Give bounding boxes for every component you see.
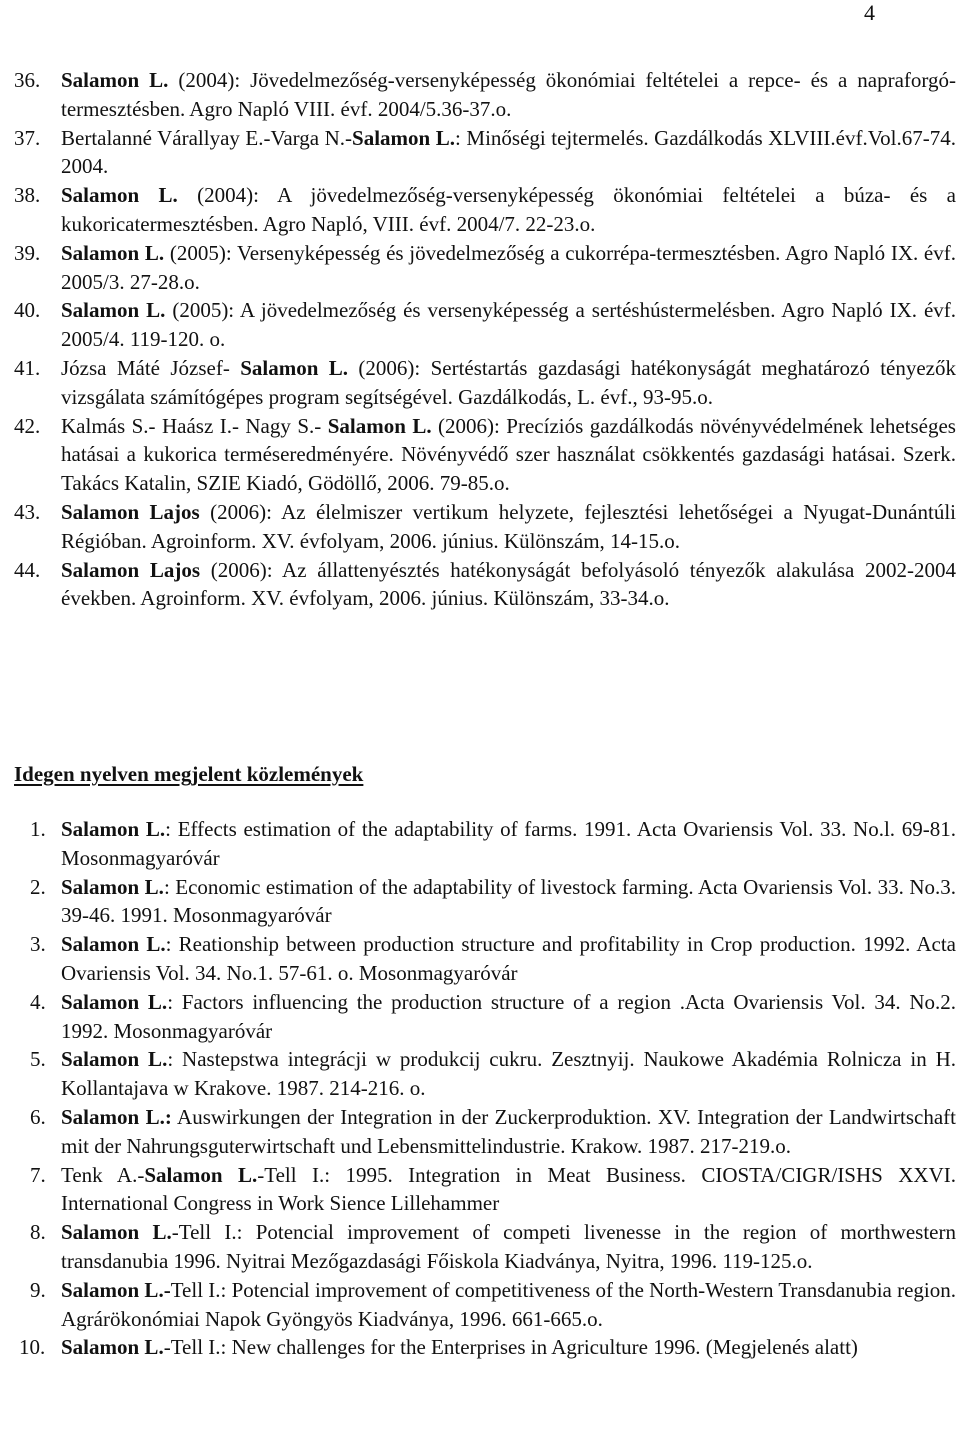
entry-author-highlight: Salamon L.	[61, 298, 166, 323]
entry-number: 42.	[14, 413, 41, 438]
entry-number: 36.	[14, 68, 41, 92]
entry-citation: Tell I.: Potencial improvement of competitiveness of the North-Western Transdanubia region. Agrárökonómiai Napok Gyöngyös Kiadványa, 1996. 661-665.o.	[61, 1277, 957, 1331]
list-item	[0, 181, 960, 239]
entry-citation: Auswirkungen der Integration in der Zuckerproduktion. XV. Integration der Landwirtschaft mit der Nahrungsguterwirtschaft und Lebensmittelindustrie. Krakow. 1987. 217-219.o.	[61, 1104, 957, 1158]
list-item	[0, 66, 960, 124]
entry-author-highlight: Salamon L.	[61, 989, 168, 1014]
list-item	[0, 556, 960, 614]
list-item	[0, 354, 960, 412]
entry-author-highlight: Salamon L.	[61, 1047, 168, 1072]
list-item	[0, 498, 960, 556]
entry-author-highlight: Salamon L.	[61, 1335, 164, 1360]
entry-number: 8.	[30, 1220, 46, 1245]
entry-citation: -Tell I.: New challenges for the Enterprises in Agriculture 1996. (Megjelenés alatt)	[163, 1335, 858, 1360]
entry-citation: : Economic estimation of the adaptability of livestock farming. Acta Ovariensis Vol. 33. No.3. 39-46. 1991. Mosonmagyaróvár	[61, 874, 956, 928]
entry-citation: : Minőségi tejtermelés. Gazdálkodás XLVIII.évf.Vol.67-74. 2004.	[61, 125, 956, 179]
list-item	[0, 988, 960, 1046]
entry-number: 37.	[14, 125, 41, 150]
entry-author-highlight: Salamon L.:	[61, 1104, 172, 1129]
entry-number: 43.	[14, 499, 41, 524]
entry-author-highlight: Salamon L.	[61, 874, 164, 899]
entry-author-highlight: Salamon L.	[240, 355, 349, 380]
entry-author-highlight: Salamon L.	[352, 125, 456, 150]
entry-author-highlight: Salamon L.-	[61, 1277, 171, 1302]
list-item	[0, 239, 960, 297]
entry-citation: : Reationship between production structure and profitability in Crop production. 1992. Acta Ovariensis Vol. 34. No.1. 57-61. o. Mosonmagyaróvár	[61, 932, 956, 985]
entry-author-highlight: Salamon L.	[61, 1220, 172, 1245]
entry-number: 5.	[30, 1047, 46, 1072]
list-item	[0, 412, 960, 498]
list-item	[0, 815, 960, 873]
entry-citation: (2006): Precíziós gazdálkodás növényvédelmének lehetséges hatásai a kukorica terméseredményére. Növényvédő szer használat csökkentés gazdasági hatásai. Szerk. Takács Katalin, SZIE Kiadó, Gödöllő, 2006. 79-85.o.	[61, 413, 956, 496]
entry-authors: Tenk A.-	[61, 1162, 145, 1187]
entry-author-highlight: Salamon Lajos	[61, 499, 200, 524]
entry-citation: (2006): Az állattenyésztés hatékonyságát befolyásoló tényezők alakulása 2002-2004 években. Agroinform. XV. évfolyam, 2006. június. Különszám, 33-34.o.	[61, 557, 956, 611]
section-heading: Idegen nyelven megjelent közlemények	[14, 762, 364, 786]
entry-citation: (2004): A jövedelmezőség-versenyképesség ökonómiai feltételei a búza- és a kukoricatermesztésben. Agro Napló, VIII. évf. 2004/7. 22-23.o.	[61, 183, 956, 236]
list-item	[0, 124, 960, 182]
entry-author-highlight: Salamon L.	[144, 1162, 258, 1187]
list-item	[0, 1161, 960, 1219]
entry-author-highlight: Salamon L.	[61, 68, 169, 92]
entry-number: 3.	[30, 932, 46, 957]
entry-number: 39.	[14, 240, 41, 265]
entry-number: 7.	[30, 1162, 46, 1187]
entry-number: 38.	[14, 183, 41, 208]
entry-author-highlight: Salamon L.	[61, 240, 165, 265]
entry-citation: (2004): Jövedelmezőség-versenyképesség ökonómiai feltételei a repce- és a napraforgó-termesztésben. Agro Napló VIII. évf. 2004/5.36-37.o.	[61, 68, 956, 121]
entry-citation: -Tell I.: Potencial improvement of competi livenesse in the region of morthwestern transdanubia 1996. Nyitrai Mezőgazdasági Főiskola Kiadványa, Nyitra, 1996. 119-125.o.	[61, 1220, 956, 1273]
entry-number: 41.	[14, 355, 41, 380]
list-item	[0, 930, 960, 988]
entry-citation: -Tell I.: 1995. Integration in Meat Business. CIOSTA/CIGR/ISHS XXVI. International Congress in Work Sience Lillehammer	[61, 1162, 956, 1216]
entry-number: 40.	[14, 298, 41, 323]
entry-authors: Kalmás S.- Haász I.- Nagy S.-	[61, 413, 328, 438]
entry-author-highlight: Salamon Lajos	[61, 557, 201, 582]
entry-author-highlight: Salamon L.	[61, 817, 166, 841]
entry-number: 2.	[30, 874, 46, 899]
entry-citation: (2005): Versenyképesség és jövedelmezőség a cukorrépa-termesztésben. Agro Napló IX. évf. 2005/3. 27-28.o.	[61, 240, 956, 294]
list-item	[0, 1218, 960, 1276]
entry-number: 44.	[14, 557, 41, 582]
list-item	[0, 1103, 960, 1161]
foreign-publications-list	[0, 815, 960, 1362]
entry-author-highlight: Salamon L.	[61, 932, 166, 957]
entry-citation: : Nastepstwa integrácji w produkcij cukru. Zesztnyij. Naukowe Akadémia Rolnicza in H. Kollantajava w Krakove. 1987. 214-216. o.	[61, 1047, 956, 1101]
list-item	[0, 1276, 960, 1334]
entry-citation: : Factors influencing the production structure of a region .Acta Ovariensis Vol. 34. No.2. 1992. Mosonmagyaróvár	[61, 989, 956, 1043]
entry-number: 1.	[30, 817, 46, 841]
entry-citation: : Effects estimation of the adaptability of farms. 1991. Acta Ovariensis Vol. 33. No.l. 69-81. Mosonmagyaróvár	[61, 817, 956, 870]
entry-authors: Józsa Máté József-	[61, 355, 241, 380]
entry-number: 9.	[30, 1277, 46, 1302]
entry-number: 4.	[30, 989, 46, 1014]
entry-authors: Bertalanné Várallyay E.-Varga N.-	[61, 125, 353, 150]
list-item	[0, 296, 960, 354]
entry-number: 10.	[19, 1335, 46, 1360]
page-number: 4	[864, 0, 875, 25]
hungarian-publications-list	[0, 66, 960, 613]
list-item	[0, 1333, 960, 1362]
entry-author-highlight: Salamon L.	[61, 183, 178, 208]
list-item	[0, 1045, 960, 1103]
entry-citation: (2006): Az élelmiszer vertikum helyzete, fejlesztési lehetőségei a Nyugat-Dunántúli Régióban. Agroinform. XV. évfolyam, 2006. június. Különszám, 14-15.o.	[61, 499, 957, 553]
entry-author-highlight: Salamon L.	[327, 413, 432, 438]
entry-citation: (2005): A jövedelmezőség és versenyképesség a sertéshústermelésben. Agro Napló IX. évf. 2005/4. 119-120. o.	[61, 298, 957, 352]
entry-citation: (2006): Sertéstartás gazdasági hatékonyságát meghatározó tényezők vizsgálata számítógépes program segítségével. Gazdálkodás, L. évf., 93-95.o.	[61, 355, 956, 409]
entry-number: 6.	[30, 1104, 46, 1129]
list-item	[0, 873, 960, 931]
